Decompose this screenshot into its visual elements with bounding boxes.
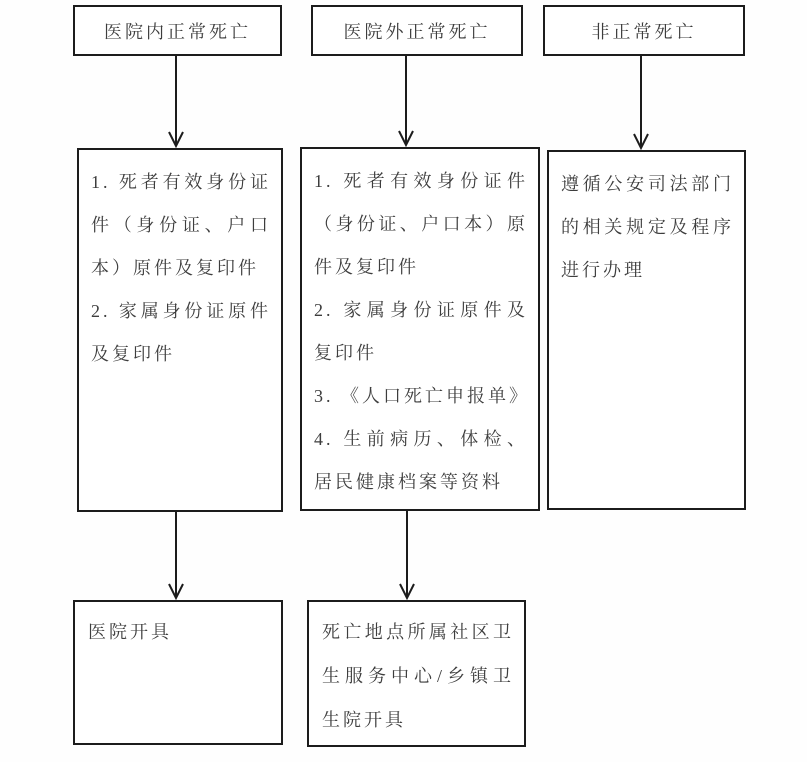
requirements-box-out-of-hospital — [300, 147, 540, 511]
arrow-down-icon — [165, 512, 187, 600]
arrow-down-icon — [165, 56, 187, 148]
header-box-in-hospital-normal-death — [73, 5, 282, 56]
arrow-down-icon — [395, 56, 417, 147]
outcome-label: 医院开具 — [88, 622, 172, 642]
header-label: 非正常死亡 — [591, 21, 697, 42]
outcome-box-hospital-issues — [73, 600, 283, 745]
requirement-item: 2. 家属身份证原件及复印件 — [314, 300, 528, 363]
outcome-box-community-health-center-issues — [307, 600, 526, 747]
header-label: 医院内正常死亡 — [104, 21, 251, 42]
requirement-item: 4. 生前病历、体检、居民健康档案等资料 — [314, 429, 528, 492]
requirement-item: 1. 死者有效身份证件（身份证、户口本）原件及复印件 — [314, 171, 528, 277]
requirement-item: 2. 家属身份证原件及复印件 — [91, 301, 271, 364]
requirement-item: 遵循公安司法部门的相关规定及程序进行办理 — [561, 174, 734, 280]
header-label: 医院外正常死亡 — [343, 21, 491, 42]
requirements-box-in-hospital — [77, 148, 283, 512]
arrow-down-icon — [630, 56, 652, 150]
outcome-label: 死亡地点所属社区卫生服务中心/乡镇卫生院开具 — [322, 622, 514, 730]
arrow-down-icon — [396, 511, 418, 600]
requirement-item: 3. 《人口死亡申报单》 — [314, 386, 530, 406]
header-box-out-of-hospital-normal-death — [311, 5, 523, 56]
requirement-item: 1. 死者有效身份证件（身份证、户口本）原件及复印件 — [91, 172, 271, 278]
requirements-box-abnormal — [547, 150, 746, 510]
header-box-abnormal-death — [543, 5, 745, 56]
